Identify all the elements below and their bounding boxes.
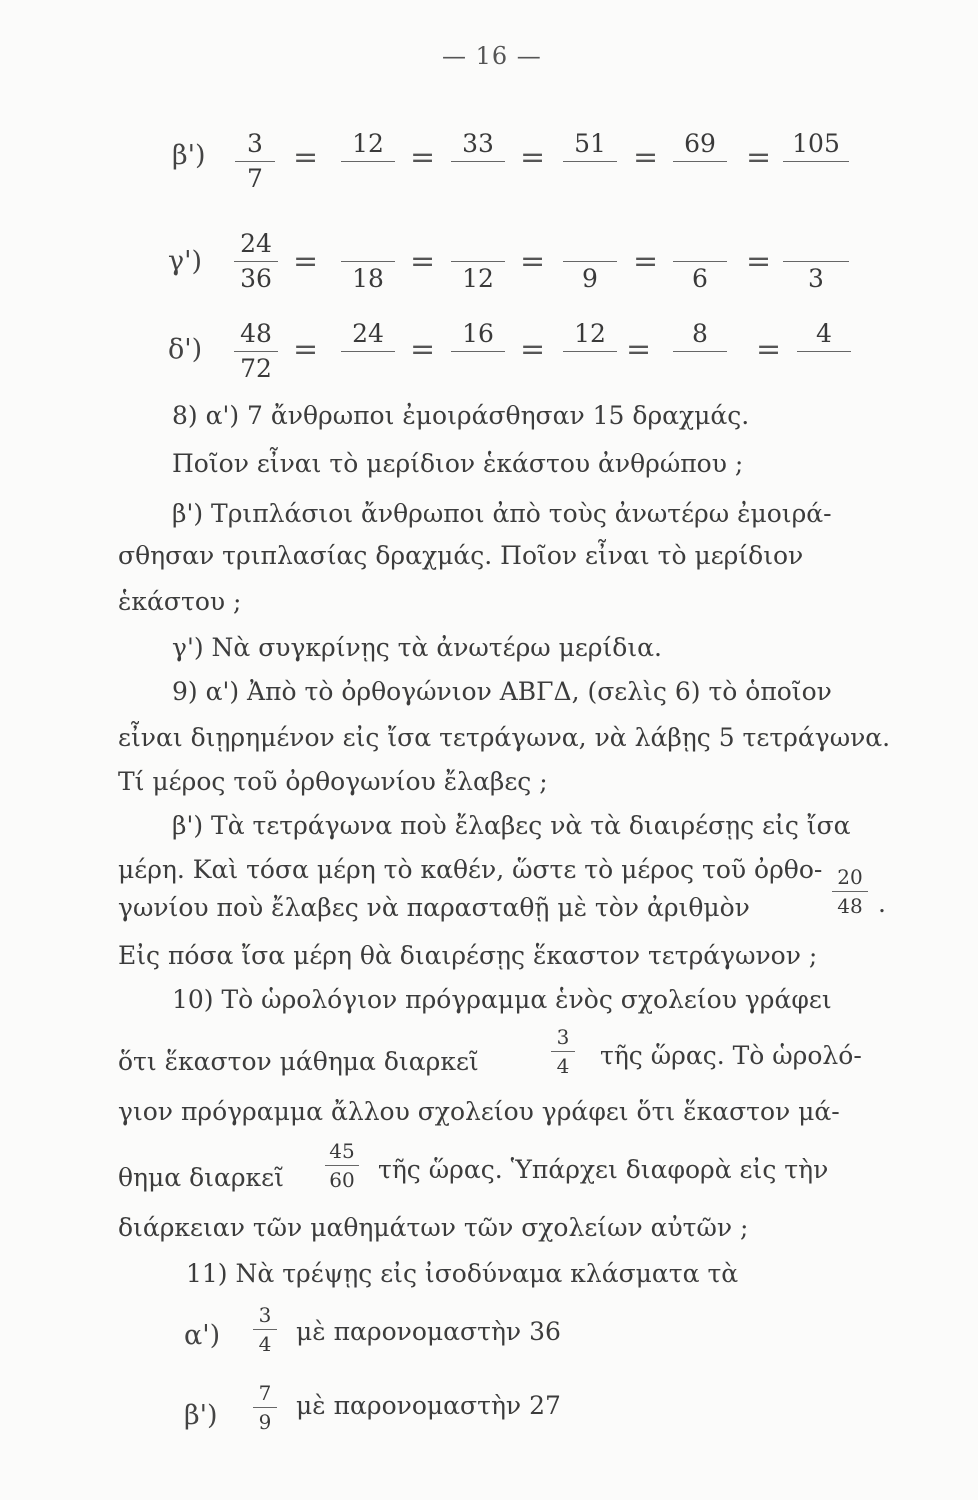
numerator: 24 (352, 319, 384, 348)
equals-sign: = (293, 332, 319, 367)
fraction-20-48 (830, 866, 870, 917)
equals-sign: = (520, 332, 546, 367)
text-line: 10) Τὸ ὡρολόγιον πρόγραμμα ἑνὸς σχολείου γράφει (172, 985, 832, 1014)
numerator: 3 (258, 1303, 272, 1327)
text-line: Εἰς πόσα ἴσα μέρη θὰ διαιρέσῃς ἕκαστον τετράγωνον ; (118, 941, 818, 970)
row-c-fraction-3 (450, 230, 506, 293)
numerator: 24 (240, 229, 272, 258)
denominator: 3 (808, 264, 824, 293)
fraction-bar (341, 161, 395, 162)
numerator: 12 (574, 319, 606, 348)
text-line: εἶναι διῃρημένον εἰς ἴσα τετράγωνα, νὰ λάβῃς 5 τετράγωνα. (118, 723, 891, 752)
fraction-bar (783, 161, 849, 162)
fraction-bar (253, 1407, 277, 1408)
numerator: 33 (462, 129, 494, 158)
denominator: 9 (258, 1410, 272, 1434)
denominator: 9 (582, 264, 598, 293)
fraction-bar (783, 261, 849, 262)
fraction-bar (797, 351, 851, 352)
text-line: διάρκειαν τῶν μαθημάτων τῶν σχολείων αὐτῶν ; (118, 1213, 749, 1242)
fraction-bar (235, 161, 275, 162)
numerator: 20 (837, 865, 863, 889)
fraction-bar (673, 161, 727, 162)
text-period: . (878, 889, 886, 918)
text-line: 9) α') Ἀπὸ τὸ ὀρθογώνιον ΑΒΓΔ, (σελὶς 6) τὸ ὁποῖον (172, 677, 832, 706)
text-line: β') Τὰ τετράγωνα ποὺ ἔλαβες νὰ τὰ διαιρέσῃς εἰς ἴσα (172, 811, 851, 840)
row-c-fraction-6 (782, 230, 850, 293)
row-d-fraction-4 (562, 320, 618, 383)
page-number: — 16 — (442, 42, 542, 70)
row-d-label: δ') (168, 334, 203, 365)
text-line: Ποῖον εἶναι τὸ μερίδιον ἑκάστου ἀνθρώπου ; (172, 449, 744, 478)
fraction-bar (563, 351, 617, 352)
equals-sign: = (746, 140, 772, 175)
row-c-fraction-1 (232, 230, 280, 293)
text-line: μέρη. Καὶ τόσα μέρη τὸ καθέν, ὥστε τὸ μέρος τοῦ ὀρθο- (118, 855, 823, 884)
row-b-fraction-3 (450, 130, 506, 193)
row-b-fraction-1 (232, 130, 278, 193)
fraction-bar (673, 261, 727, 262)
denominator: 60 (329, 1168, 355, 1192)
equals-sign: = (626, 332, 652, 367)
fraction-3-4 (548, 1026, 578, 1077)
fraction-bar (451, 351, 505, 352)
text-line: ὅτι ἕκαστον μάθημα διαρκεῖ (118, 1047, 479, 1076)
numerator: 45 (329, 1139, 355, 1163)
equals-sign: = (633, 244, 659, 279)
denominator: 18 (352, 264, 384, 293)
denominator: 7 (247, 164, 263, 193)
equals-sign: = (293, 244, 319, 279)
text-line: γ') Νὰ συγκρίνῃς τὰ ἀνωτέρω μερίδια. (172, 633, 662, 662)
row-d-fraction-1 (232, 320, 280, 383)
equals-sign: = (746, 244, 772, 279)
denominator: 6 (692, 264, 708, 293)
fraction-bar (673, 351, 727, 352)
item-b-label: β') (184, 1400, 218, 1431)
text-line: γιον πρόγραμμα ἄλλου σχολείου γράφει ὅτι ἕκαστον μά- (118, 1097, 840, 1126)
row-b-label: β') (172, 140, 206, 171)
row-d-fraction-3 (450, 320, 506, 383)
row-d-fraction-5 (672, 320, 728, 383)
text-line: ἑκάστου ; (118, 587, 242, 616)
equals-sign: = (410, 140, 436, 175)
row-d-fraction-6 (796, 320, 852, 383)
text-line: σθησαν τριπλασίας δραχμάς. Ποῖον εἶναι τὸ μερίδιον (118, 541, 804, 570)
text-line: β') Τριπλάσιοι ἄνθρωποι ἀπὸ τοὺς ἀνωτέρω ἐμοιρά- (172, 499, 832, 528)
row-c-fraction-4 (562, 230, 618, 293)
numerator: 105 (792, 129, 840, 158)
row-c-fraction-5 (672, 230, 728, 293)
item-a-label: α') (184, 1320, 221, 1351)
fraction-a-3-4 (250, 1304, 280, 1355)
fraction-bar (551, 1051, 575, 1052)
numerator: 3 (247, 129, 263, 158)
text-line: 8) α') 7 ἄνθρωποι ἐμοιράσθησαν 15 δραχμάς. (172, 401, 750, 430)
row-b-fraction-2 (340, 130, 396, 193)
fraction-45-60 (322, 1140, 362, 1191)
fraction-b-7-9 (250, 1382, 280, 1433)
numerator: 7 (258, 1381, 272, 1405)
fraction-bar (341, 261, 395, 262)
denominator: 72 (240, 354, 272, 383)
numerator: 8 (692, 319, 708, 348)
fraction-bar (341, 351, 395, 352)
equals-sign: = (410, 332, 436, 367)
row-b-fraction-5 (672, 130, 728, 193)
denominator: 4 (556, 1054, 570, 1078)
fraction-bar (451, 261, 505, 262)
numerator: 51 (574, 129, 606, 158)
text-line: μὲ παρονομαστὴν 36 (296, 1317, 561, 1346)
denominator: 12 (462, 264, 494, 293)
equals-sign: = (410, 244, 436, 279)
fraction-bar (253, 1329, 277, 1330)
row-c-fraction-2 (340, 230, 396, 293)
numerator: 12 (352, 129, 384, 158)
text-line: γωνίου ποὺ ἔλαβες νὰ παρασταθῇ μὲ τὸν ἀριθμὸν (118, 893, 750, 922)
row-b-fraction-4 (562, 130, 618, 193)
numerator: 4 (816, 319, 832, 348)
fraction-bar (832, 891, 868, 892)
fraction-bar (451, 161, 505, 162)
equals-sign: = (520, 140, 546, 175)
fraction-bar (563, 161, 617, 162)
fraction-bar (325, 1165, 359, 1166)
text-line: Τί μέρος τοῦ ὀρθογωνίου ἔλαβες ; (118, 767, 548, 796)
numerator: 3 (556, 1025, 570, 1049)
equals-sign: = (633, 140, 659, 175)
equals-sign: = (293, 140, 319, 175)
text-line: μὲ παρονομαστὴν 27 (296, 1391, 561, 1420)
text-line: θημα διαρκεῖ (118, 1163, 284, 1192)
denominator: 36 (240, 264, 272, 293)
row-d-fraction-2 (340, 320, 396, 383)
fraction-bar (234, 261, 278, 262)
numerator: 69 (684, 129, 716, 158)
text-line: 11) Νὰ τρέψῃς εἰς ἰσοδύναμα κλάσματα τὰ (186, 1259, 739, 1288)
equals-sign: = (756, 332, 782, 367)
text-line: τῆς ὥρας. Ὑπάρχει διαφορὰ εἰς τὴν (378, 1155, 829, 1184)
row-b-fraction-6 (782, 130, 850, 193)
denominator: 4 (258, 1332, 272, 1356)
denominator: 48 (837, 894, 863, 918)
numerator: 16 (462, 319, 494, 348)
fraction-bar (563, 261, 617, 262)
text-line: τῆς ὥρας. Τὸ ὡρολό- (600, 1041, 862, 1070)
numerator: 48 (240, 319, 272, 348)
equals-sign: = (520, 244, 546, 279)
fraction-bar (234, 351, 278, 352)
row-c-label: γ') (168, 246, 203, 277)
